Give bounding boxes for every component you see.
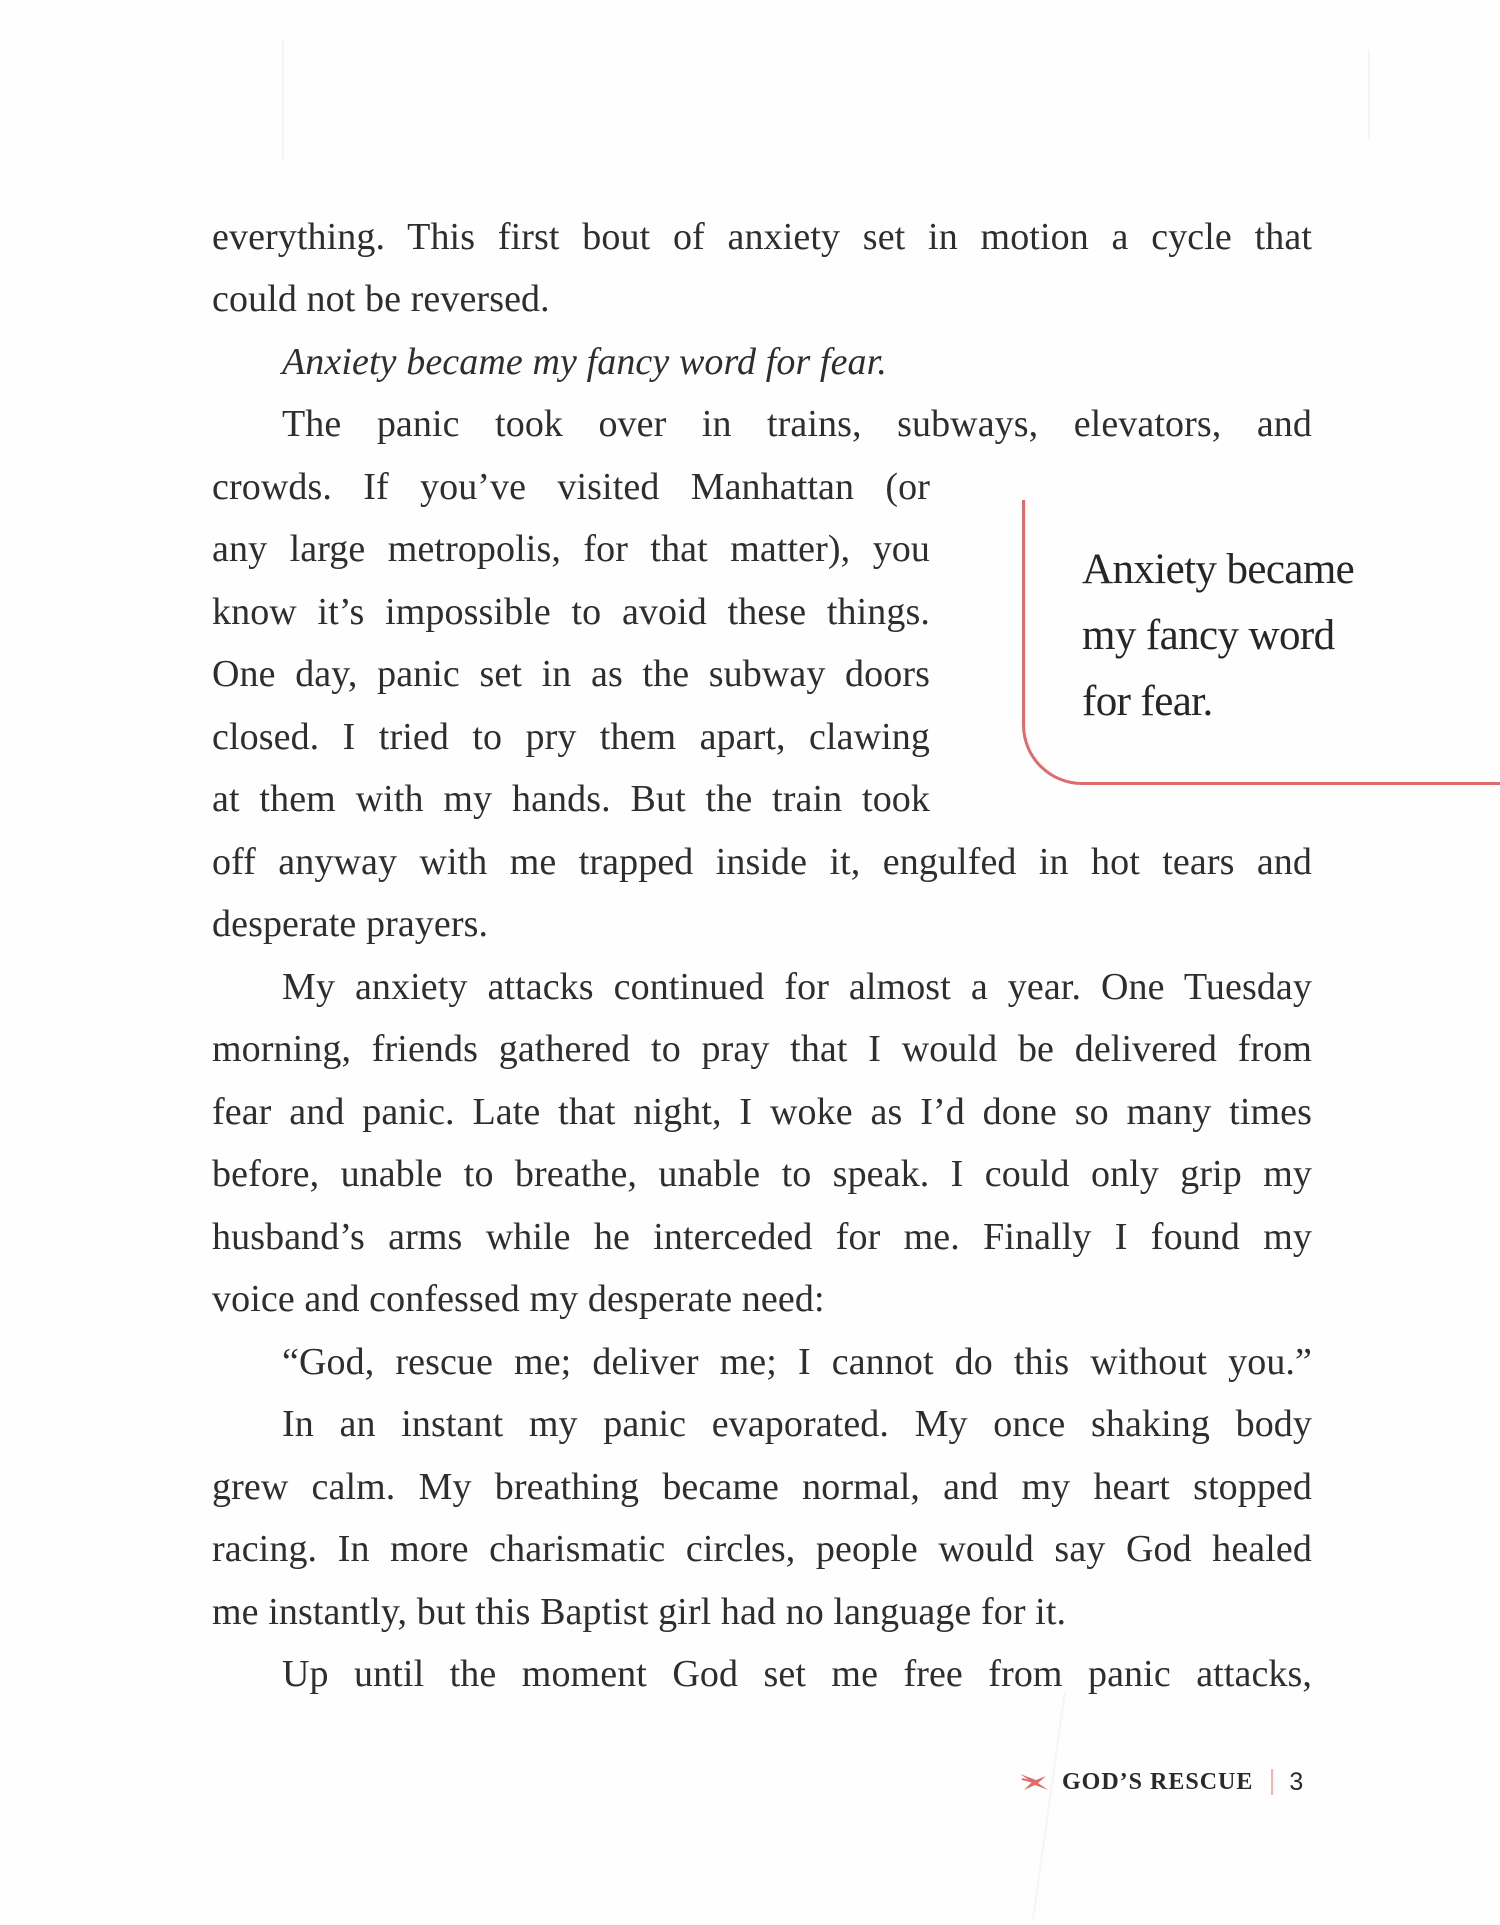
body-line: morning, friends gathered to pray that I would be delivered from (212, 1028, 1312, 1070)
body-line: fear and panic. Late that night, I woke as I’d done so many times (212, 1091, 1312, 1133)
body-line: voice and confessed my desperate need: (212, 1278, 825, 1320)
scan-artifact (1032, 1691, 1066, 1919)
pullquote-line: for fear. (1082, 678, 1213, 725)
body-line: In an instant my panic evaporated. My once shaking body (282, 1403, 1312, 1445)
body-line: closed. I tried to pry them apart, clawing (212, 716, 930, 758)
body-line: me instantly, but this Baptist girl had no language for it. (212, 1591, 1067, 1633)
body-line-quote: “God, rescue me; deliver me; I cannot do this without you.” (282, 1341, 1312, 1383)
scan-artifact (282, 40, 284, 160)
body-line: at them with my hands. But the train took (212, 778, 930, 820)
body-line: desperate prayers. (212, 903, 489, 945)
body-line: everything. This first bout of anxiety set in motion a cycle that (212, 216, 1312, 258)
page-footer (1018, 1762, 1303, 1802)
body-line: before, unable to breathe, unable to speak. I could only grip my (212, 1153, 1312, 1195)
body-line: any large metropolis, for that matter), you (212, 528, 930, 570)
pullquote (1082, 537, 1500, 735)
pullquote-line: my fancy word (1082, 612, 1335, 659)
body-line: know it’s impossible to avoid these things. (212, 591, 930, 633)
body-line: One day, panic set in as the subway doors (212, 653, 930, 695)
body-line: could not be reversed. (212, 278, 550, 320)
body-line: husband’s arms while he interceded for me. Finally I found my (212, 1216, 1312, 1258)
body-line: crowds. If you’ve visited Manhattan (or (212, 466, 930, 508)
pullquote-line: Anxiety became (1082, 546, 1355, 593)
footer-divider (1271, 1769, 1273, 1795)
body-line: racing. In more charismatic circles, people would say God healed (212, 1528, 1312, 1570)
body-line: The panic took over in trains, subways, elevators, and (282, 403, 1312, 445)
page-number: 3 (1289, 1767, 1304, 1796)
section-title: GOD’S RESCUE (1062, 1768, 1254, 1795)
body-line: Up until the moment God set me free from panic attacks, (282, 1653, 1312, 1695)
body-line: My anxiety attacks continued for almost a year. One Tuesday (282, 966, 1312, 1008)
scan-artifact (1368, 50, 1370, 140)
body-line: off anyway with me trapped inside it, engulfed in hot tears and (212, 841, 1312, 883)
body-line: grew calm. My breathing became normal, and my heart stopped (212, 1466, 1312, 1508)
bird-icon (1018, 1770, 1052, 1794)
body-line-italic: Anxiety became my fancy word for fear. (282, 341, 887, 383)
